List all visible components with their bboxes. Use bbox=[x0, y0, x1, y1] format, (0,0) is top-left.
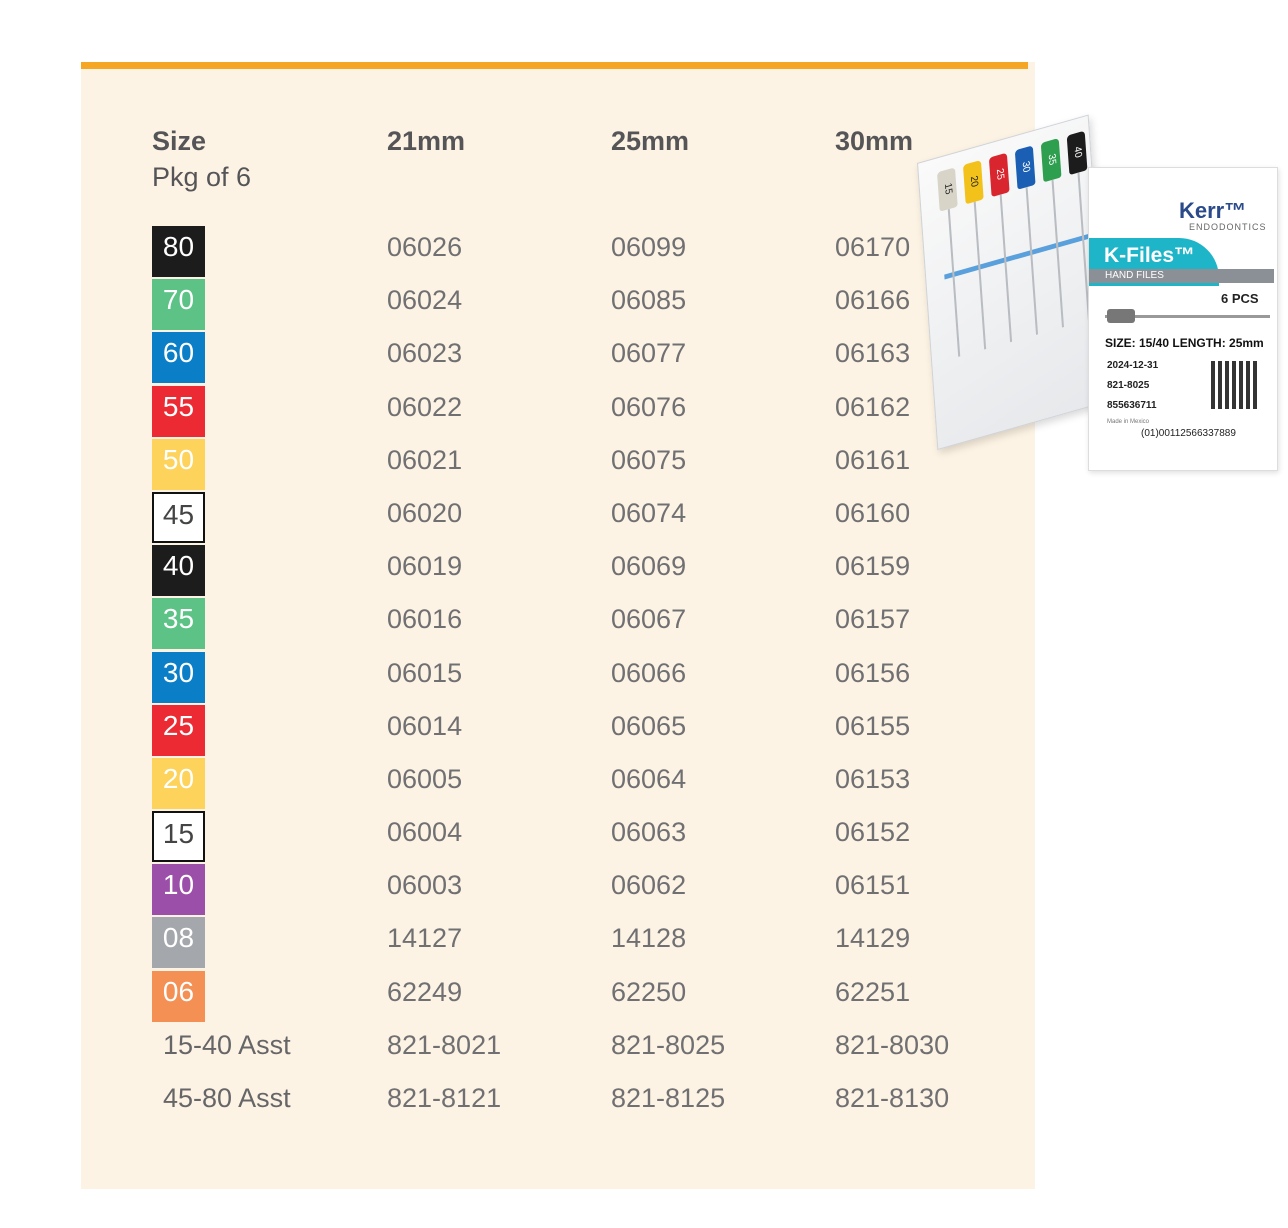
code-25mm: 06075 bbox=[611, 444, 687, 475]
table-row bbox=[0, 545, 1035, 598]
product-table bbox=[0, 226, 1035, 1130]
header-25mm: 25mm bbox=[611, 126, 690, 156]
code-21mm: 06021 bbox=[387, 444, 463, 475]
code-30mm: 821-8130 bbox=[835, 1083, 950, 1113]
code-25mm: 06063 bbox=[611, 817, 687, 848]
code-30mm: 06151 bbox=[835, 870, 911, 901]
file-handle: 30 bbox=[1015, 145, 1036, 189]
assortment-row bbox=[0, 1077, 1035, 1130]
code-21mm: 06020 bbox=[387, 497, 463, 528]
product-name: K-Files™ bbox=[1104, 244, 1196, 267]
size-swatch: 45 bbox=[152, 492, 205, 543]
file-shaft bbox=[974, 202, 986, 350]
made-in: Made in Mexico bbox=[1107, 419, 1150, 425]
size-swatch: 80 bbox=[152, 226, 205, 277]
product-type: HAND FILES bbox=[1105, 270, 1164, 281]
file-handle: 20 bbox=[963, 160, 984, 204]
size-swatch: 30 bbox=[152, 652, 205, 703]
code-21mm: 62249 bbox=[387, 976, 463, 1007]
file-handle: 35 bbox=[1041, 138, 1062, 182]
code-30mm: 06163 bbox=[835, 338, 911, 369]
file-handle: 40 bbox=[1067, 131, 1088, 175]
code-25mm: 06077 bbox=[611, 338, 687, 369]
code-21mm: 06014 bbox=[387, 710, 463, 741]
file-shaft bbox=[948, 209, 960, 357]
accent-bar bbox=[81, 62, 1028, 69]
table-row bbox=[0, 971, 1035, 1024]
table-row bbox=[0, 279, 1035, 332]
product-pcs: 6 PCS bbox=[1221, 291, 1259, 306]
size-swatch: 10 bbox=[152, 864, 205, 915]
code-30mm: 06155 bbox=[835, 710, 911, 741]
code-30mm: 62251 bbox=[835, 976, 911, 1007]
code-21mm: 06004 bbox=[387, 817, 463, 848]
file-shaft bbox=[1000, 194, 1012, 342]
size-swatch: 20 bbox=[152, 758, 205, 809]
code-25mm: 06076 bbox=[611, 391, 687, 422]
code-30mm: 06161 bbox=[835, 444, 911, 475]
size-swatch: 08 bbox=[152, 917, 205, 968]
code-25mm: 06062 bbox=[611, 870, 687, 901]
code-21mm: 06005 bbox=[387, 763, 463, 794]
assortment-label: 15-40 Asst bbox=[163, 1029, 291, 1060]
code-21mm: 06016 bbox=[387, 604, 463, 635]
code-21mm: 821-8021 bbox=[387, 1029, 502, 1060]
code-30mm: 06156 bbox=[835, 657, 911, 688]
table-row bbox=[0, 492, 1035, 545]
expiry-date: 2024-12-31 bbox=[1107, 360, 1159, 371]
table-row bbox=[0, 705, 1035, 758]
table-row bbox=[0, 332, 1035, 385]
datamatrix-code bbox=[1211, 361, 1259, 409]
table-row bbox=[0, 386, 1035, 439]
header-30mm: 30mm bbox=[835, 126, 914, 156]
product-image bbox=[905, 138, 1280, 473]
code-25mm: 821-8025 bbox=[611, 1029, 726, 1060]
assortment-row bbox=[0, 1024, 1035, 1077]
code-21mm: 06024 bbox=[387, 285, 463, 316]
size-swatch: 60 bbox=[152, 332, 205, 383]
code-21mm: 06023 bbox=[387, 338, 463, 369]
code-21mm: 06026 bbox=[387, 232, 463, 262]
file-shaft bbox=[1026, 187, 1038, 335]
size-swatch: 55 bbox=[152, 386, 205, 437]
table-row bbox=[0, 917, 1035, 970]
header-size: Size bbox=[152, 126, 207, 156]
ref-number: 821-8025 bbox=[1107, 380, 1150, 391]
code-30mm: 06159 bbox=[835, 551, 911, 582]
code-30mm: 14129 bbox=[835, 923, 911, 954]
size-swatch: 40 bbox=[152, 545, 205, 596]
file-handle-graphic bbox=[1107, 309, 1135, 323]
brand-sub: ENDODONTICS bbox=[1189, 222, 1267, 232]
file-handle: 25 bbox=[989, 153, 1010, 197]
code-30mm: 06166 bbox=[835, 285, 911, 316]
table-row bbox=[0, 758, 1035, 811]
file-tray bbox=[917, 115, 1109, 450]
code-30mm: 06170 bbox=[835, 232, 911, 262]
code-25mm: 14128 bbox=[611, 923, 687, 954]
size-swatch: 25 bbox=[152, 705, 205, 756]
tray-band bbox=[944, 232, 1094, 279]
code-30mm: 821-8030 bbox=[835, 1029, 950, 1060]
size-length: SIZE: 15/40 LENGTH: 25mm bbox=[1105, 336, 1264, 350]
code-30mm: 06162 bbox=[835, 391, 911, 422]
size-swatch: 70 bbox=[152, 279, 205, 330]
table-row bbox=[0, 439, 1035, 492]
code-25mm: 62250 bbox=[611, 976, 687, 1007]
assortment-label: 45-80 Asst bbox=[163, 1083, 291, 1113]
table-row bbox=[0, 598, 1035, 651]
table-row bbox=[0, 864, 1035, 917]
file-shaft bbox=[1052, 180, 1064, 328]
size-swatch: 15 bbox=[152, 811, 205, 862]
code-25mm: 06066 bbox=[611, 657, 687, 688]
code-21mm: 06022 bbox=[387, 391, 463, 422]
code-21mm: 06015 bbox=[387, 657, 463, 688]
code-21mm: 06019 bbox=[387, 551, 463, 582]
code-21mm: 06003 bbox=[387, 870, 463, 901]
code-25mm: 06069 bbox=[611, 551, 687, 582]
header-pkg: Pkg of 6 bbox=[152, 162, 252, 192]
product-package bbox=[1088, 167, 1278, 471]
size-swatch: 06 bbox=[152, 971, 205, 1022]
code-25mm: 06067 bbox=[611, 604, 687, 635]
code-21mm: 821-8121 bbox=[387, 1083, 502, 1113]
code-30mm: 06160 bbox=[835, 497, 911, 528]
code-25mm: 06064 bbox=[611, 763, 687, 794]
code-21mm: 14127 bbox=[387, 923, 463, 954]
size-swatch: 50 bbox=[152, 439, 205, 490]
size-swatch: 35 bbox=[152, 598, 205, 649]
code-30mm: 06157 bbox=[835, 604, 911, 635]
code-25mm: 06065 bbox=[611, 710, 687, 741]
kerr-logo: Kerr™ bbox=[1179, 198, 1247, 223]
code-25mm: 06085 bbox=[611, 285, 687, 316]
code-25mm: 06099 bbox=[611, 232, 687, 262]
code-30mm: 06153 bbox=[835, 763, 911, 794]
table-row bbox=[0, 652, 1035, 705]
code-30mm: 06152 bbox=[835, 817, 911, 848]
lot-number: 855636711 bbox=[1107, 400, 1157, 411]
barcode-number: (01)00112566337889 bbox=[1141, 428, 1236, 439]
file-handle: 15 bbox=[937, 167, 958, 211]
header-21mm: 21mm bbox=[387, 126, 466, 156]
table-row bbox=[0, 226, 1035, 279]
table-row bbox=[0, 811, 1035, 864]
code-25mm: 06074 bbox=[611, 497, 687, 528]
code-25mm: 821-8125 bbox=[611, 1083, 726, 1113]
